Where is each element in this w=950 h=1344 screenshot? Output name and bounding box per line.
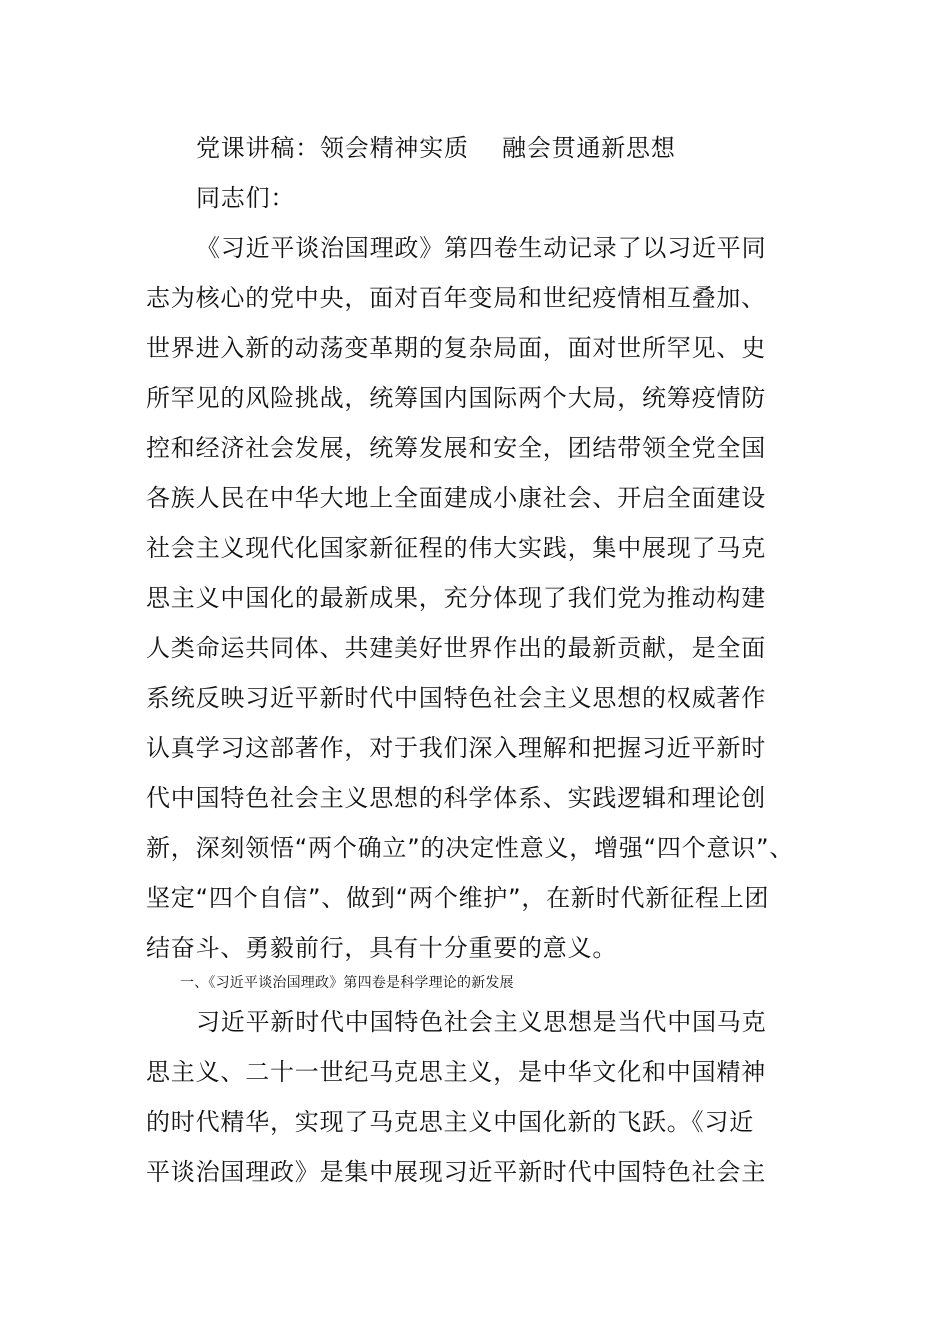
paragraph-line: 坚定“四个自信”、做到“两个维护”，在新时代新征程上团 [146,884,770,912]
paragraph-line: 《习近平谈治国理政》第四卷生动记录了以习近平同 [196,234,767,262]
paragraph-line: 平谈治国理政》是集中展现习近平新时代中国特色社会主 [146,1158,766,1186]
paragraph-line: 所罕见的风险挑战，统筹国内国际两个大局，统筹疫情防 [146,384,766,412]
document-title: 党课讲稿：领会精神实质 融会贯通新思想 [196,134,676,162]
paragraph-line: 习近平新时代中国特色社会主义思想是当代中国马克 [196,1008,767,1036]
paragraph-line: 世界进入新的动荡变革期的复杂局面，面对世所罕见、史 [146,334,766,362]
paragraph-line: 的时代精华，实现了马克思主义中国化新的飞跃。《习近 [146,1108,754,1136]
paragraph-line: 系统反映习近平新时代中国特色社会主义思想的权威著作 [146,684,766,712]
paragraph-line: 代中国特色社会主义思想的科学体系、实践逻辑和理论创 [146,784,766,812]
greeting: 同志们： [196,184,296,212]
paragraph-line: 认真学习这部著作，对于我们深入理解和把握习近平新时 [146,734,766,762]
paragraph-line: 人类命运共同体、共建美好世界作出的最新贡献，是全面 [146,634,766,662]
paragraph-line: 思主义、二十一世纪马克思主义，是中华文化和中国精神 [146,1058,766,1086]
paragraph-line: 思主义中国化的最新成果，充分体现了我们党为推动构建 [146,584,766,612]
paragraph-line: 新，深刻领悟“两个确立”的决定性意义，增强“四个意识”、 [146,834,795,862]
paragraph-line: 控和经济社会发展，统筹发展和安全，团结带领全党全国 [146,434,766,462]
paragraph-line: 结奋斗、勇毅前行，具有十分重要的意义。 [146,934,618,962]
paragraph-line: 志为核心的党中央，面对百年变局和世纪疫情相互叠加、 [146,284,766,312]
paragraph-line: 各族人民在中华大地上全面建成小康社会、开启全面建设 [146,484,766,512]
paragraph-line: 社会主义现代化国家新征程的伟大实践，集中展现了马克 [146,534,766,562]
section-heading: 一、《习近平谈治国理政》第四卷是科学理论的新发展 [180,975,514,991]
